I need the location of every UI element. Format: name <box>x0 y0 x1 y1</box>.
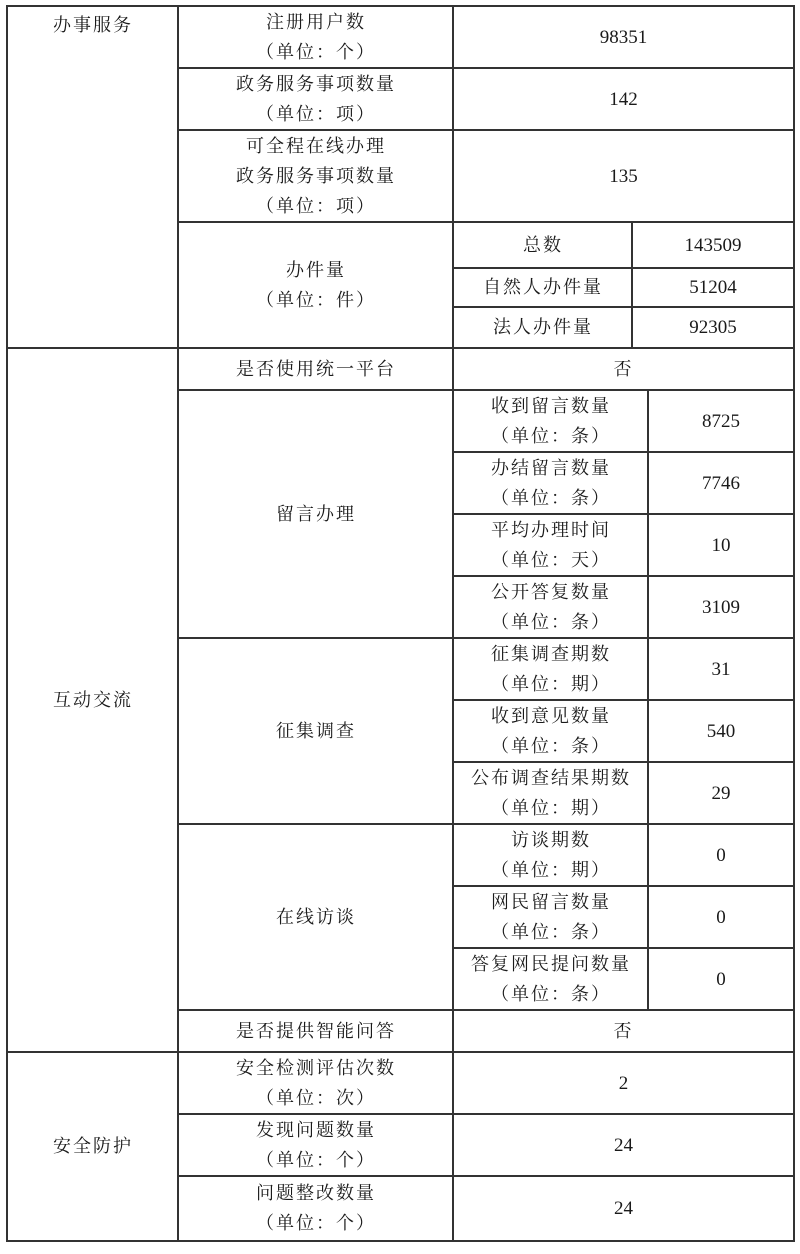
unit-text: （单位：个） <box>256 1149 376 1171</box>
label-text: 在线访谈 <box>276 906 356 928</box>
row-label-security-checks <box>179 1053 453 1114</box>
label-text: 是否使用统一平台 <box>236 358 396 380</box>
value-natural-person <box>633 269 793 307</box>
label-text: 发现问题数量 <box>256 1119 376 1141</box>
sub-label-total <box>454 223 632 268</box>
section-label-security <box>8 1053 178 1240</box>
row-divider <box>177 1009 795 1011</box>
row-label-unified-platform <box>179 349 453 390</box>
section-label-text: 安全防护 <box>53 1135 133 1157</box>
value-text: 142 <box>609 88 638 110</box>
value-unified-platform <box>454 349 793 390</box>
sub-row-divider <box>452 885 795 887</box>
label-text: 自然人办件量 <box>483 277 603 298</box>
value-text: 3109 <box>702 596 740 618</box>
section-label-interaction <box>8 349 178 1052</box>
label-text: 总数 <box>523 234 563 256</box>
section-label-text: 办事服务 <box>53 15 133 36</box>
sub-row-divider <box>452 947 795 949</box>
row-label-online-service-items <box>179 131 453 222</box>
sub-label-avg-handling-time <box>454 515 648 576</box>
unit-text: （单位：期） <box>491 859 611 881</box>
value-text: 24 <box>614 1197 633 1219</box>
unit-text: （单位：条） <box>491 611 611 633</box>
value-registered-users <box>454 7 793 68</box>
sub-label-opinions-received <box>454 701 648 762</box>
sub-label-public-replies <box>454 577 648 638</box>
table-border-left <box>6 5 8 1242</box>
sub-row-divider <box>452 267 795 269</box>
label-text-line1: 可全程在线办理 <box>246 135 386 157</box>
label-text: 法人办件量 <box>493 317 593 338</box>
value-interview-periods <box>649 825 793 886</box>
row-label-registered-users <box>179 7 453 68</box>
value-text: 51204 <box>689 277 737 298</box>
value-opinions-received <box>649 701 793 762</box>
sub-column-divider <box>631 221 633 349</box>
label-text: 政务服务事项数量 <box>236 73 396 95</box>
value-messages-completed <box>649 453 793 514</box>
unit-text: （单位：天） <box>491 549 611 571</box>
value-issues-found <box>454 1115 793 1176</box>
row-label-smart-qa <box>179 1011 453 1052</box>
label-text: 是否提供智能问答 <box>236 1020 396 1042</box>
group-label-messages <box>179 391 453 638</box>
value-text: 143509 <box>684 234 742 256</box>
sub-label-survey-periods <box>454 639 648 700</box>
label-text: 网民留言数量 <box>491 891 611 913</box>
group-label-survey <box>179 639 453 824</box>
sub-row-divider <box>452 761 795 763</box>
value-text: 24 <box>614 1134 633 1156</box>
label-text: 平均办理时间 <box>491 519 611 541</box>
value-netizen-messages <box>649 887 793 948</box>
sub-label-netizen-messages <box>454 887 648 948</box>
sub-row-divider <box>452 699 795 701</box>
sub-label-interview-periods <box>454 825 648 886</box>
unit-text: （单位：件） <box>256 289 376 311</box>
value-text: 31 <box>711 658 731 680</box>
label-text: 公开答复数量 <box>491 581 611 603</box>
label-text: 办结留言数量 <box>491 457 611 479</box>
section-label-service <box>8 7 178 348</box>
unit-text: （单位：条） <box>491 425 611 447</box>
row-divider <box>177 389 795 391</box>
sub-label-legal-person <box>454 308 632 348</box>
value-avg-handling-time <box>649 515 793 576</box>
section-label-text: 互动交流 <box>53 689 133 711</box>
row-label-issues-found <box>179 1115 453 1176</box>
row-divider <box>177 1113 795 1115</box>
value-smart-qa <box>454 1011 793 1052</box>
table-border-bottom <box>6 1240 795 1242</box>
value-messages-received <box>649 391 793 452</box>
label-text: 安全检测评估次数 <box>236 1057 396 1079</box>
value-text: 0 <box>716 968 726 990</box>
row-divider <box>177 1175 795 1177</box>
label-text: 收到意见数量 <box>491 705 611 727</box>
value-text: 98351 <box>599 26 648 48</box>
section-divider <box>6 1051 795 1053</box>
group-label-interview <box>179 825 453 1010</box>
value-text: 7746 <box>702 472 740 494</box>
label-text: 政务服务事项数量 <box>236 165 396 187</box>
unit-text: （单位：期） <box>491 673 611 695</box>
row-divider <box>177 221 795 223</box>
label-text: 答复网民提问数量 <box>471 953 631 975</box>
value-service-items <box>454 69 793 130</box>
sub-label-messages-completed <box>454 453 648 514</box>
unit-text: （单位：个） <box>256 1212 376 1234</box>
unit-text: （单位：条） <box>491 921 611 943</box>
row-divider <box>177 823 795 825</box>
row-divider <box>177 129 795 131</box>
value-issues-fixed <box>454 1177 793 1240</box>
value-text: 29 <box>711 782 731 804</box>
row-label-issues-fixed <box>179 1177 453 1240</box>
table-border-top <box>6 5 795 7</box>
unit-text: （单位：个） <box>256 41 376 63</box>
value-text: 否 <box>613 1020 634 1042</box>
value-text: 0 <box>716 844 726 866</box>
column-divider-2 <box>452 5 454 1242</box>
value-legal-person <box>633 308 793 348</box>
value-text: 540 <box>706 720 736 742</box>
label-text: 办件量 <box>286 259 346 281</box>
unit-text: （单位：项） <box>256 195 376 217</box>
label-text: 留言办理 <box>276 503 356 525</box>
unit-text: （单位：项） <box>256 103 376 125</box>
table-border-right <box>793 5 795 1242</box>
unit-text: （单位：期） <box>491 797 611 819</box>
label-text: 征集调查 <box>276 720 356 742</box>
row-divider <box>177 67 795 69</box>
value-text: 10 <box>711 534 731 556</box>
label-text: 收到留言数量 <box>491 395 611 417</box>
sub-row-divider <box>452 575 795 577</box>
value-survey-periods <box>649 639 793 700</box>
sub-label-netizen-questions-answered <box>454 949 648 1010</box>
value-netizen-questions-answered <box>649 949 793 1010</box>
value-security-checks <box>454 1053 793 1114</box>
row-divider <box>177 637 795 639</box>
label-text: 问题整改数量 <box>256 1182 376 1204</box>
value-text: 2 <box>618 1072 629 1094</box>
value-public-replies <box>649 577 793 638</box>
label-text: 公布调查结果期数 <box>471 767 631 789</box>
section-divider <box>6 347 795 349</box>
row-label-service-items <box>179 69 453 130</box>
unit-text: （单位：条） <box>491 487 611 509</box>
value-text: 0 <box>716 906 726 928</box>
label-text: 征集调查期数 <box>491 643 611 665</box>
row-label-case-volume <box>179 223 453 348</box>
label-text: 注册用户数 <box>266 11 366 33</box>
sub-label-survey-results-published <box>454 763 648 824</box>
value-text: 否 <box>613 358 634 380</box>
unit-text: （单位：条） <box>491 983 611 1005</box>
value-text: 8725 <box>702 410 740 432</box>
sub-label-natural-person <box>454 269 632 307</box>
label-text: 访谈期数 <box>511 829 591 851</box>
value-total <box>633 223 793 268</box>
column-divider-1 <box>177 5 179 1242</box>
unit-text: （单位：条） <box>491 735 611 757</box>
value-text: 135 <box>609 165 638 187</box>
unit-text: （单位：次） <box>256 1087 376 1109</box>
sub-row-divider <box>452 306 795 308</box>
value-text: 92305 <box>689 317 737 338</box>
sub-row-divider <box>452 451 795 453</box>
sub-row-divider <box>452 513 795 515</box>
value-online-service-items <box>454 131 793 222</box>
sub-label-messages-received <box>454 391 648 452</box>
value-survey-results-published <box>649 763 793 824</box>
